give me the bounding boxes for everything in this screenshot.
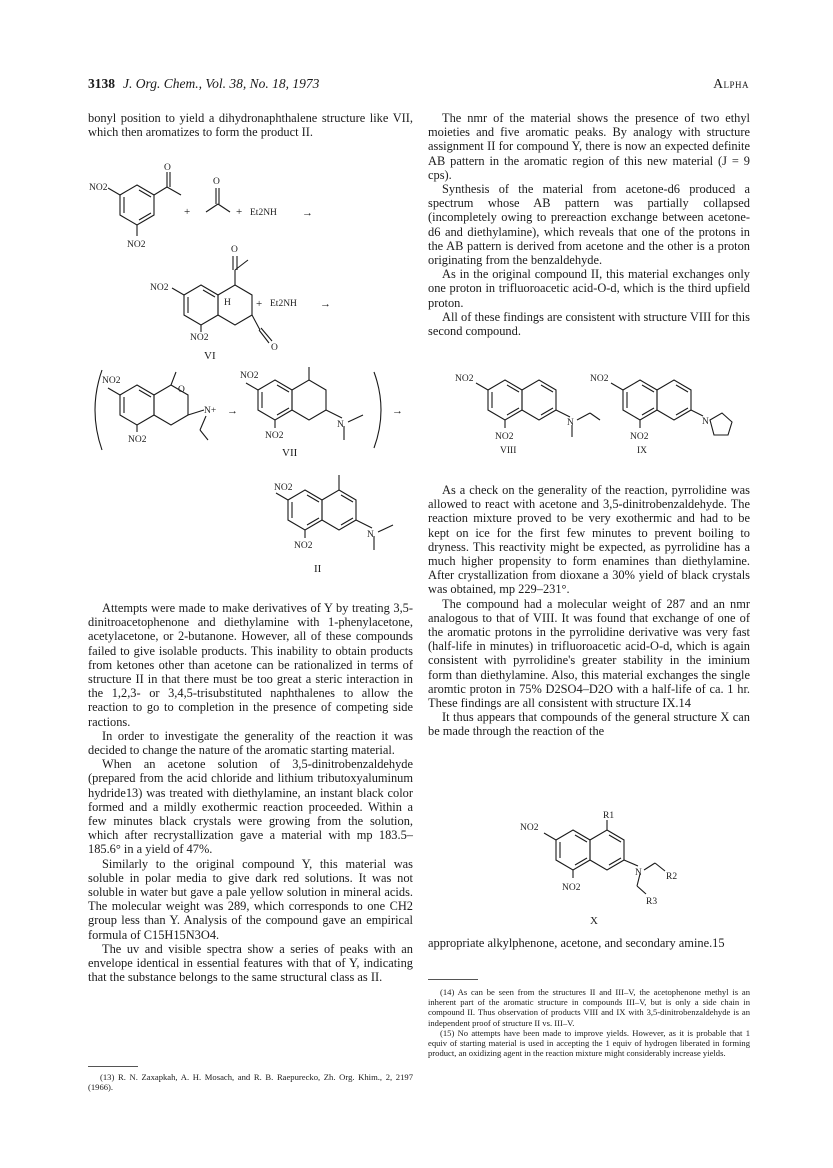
acetone-structure [206, 177, 230, 212]
nitro-label: NO2 [590, 374, 609, 384]
nitro-label: NO2 [274, 483, 293, 493]
nitrogen-label: N [702, 417, 709, 427]
paragraph: It thus appears that compounds of the general structure X can be made through the reaction of the [428, 710, 750, 739]
nitro-label: NO2 [455, 374, 474, 384]
compound-label-vii: VII [282, 447, 298, 459]
paragraph: Similarly to the original compound Y, this material was soluble in polar media to give dark red solutions. It was not soluble in water but gave a pale yellow solution in mineral acids. The molecular weight was 289, which corresponds to one CH2 group less than Y. Analysis of the compound gave an empirical formula of C15H15N3O4. [88, 856, 413, 942]
nitro-label: NO2 [520, 823, 539, 833]
nitro-label: NO2 [495, 432, 514, 442]
dinitroacetophenone-structure [89, 163, 181, 250]
compound-label-viii: VIII [500, 446, 517, 456]
carbonyl-oxygen-label: O [271, 343, 278, 353]
nitrogen-label: N [635, 868, 642, 878]
nitrogen-label: N [567, 418, 574, 428]
structure-ix [590, 374, 732, 456]
carbonyl-oxygen-label: O [164, 163, 171, 173]
nitro-label: NO2 [294, 541, 313, 551]
right-footnotes [428, 987, 750, 1058]
journal-citation: J. Org. Chem., Vol. 38, No. 18, 1973 [123, 76, 320, 91]
nitro-label: NO2 [89, 183, 108, 193]
paragraph: bonyl position to yield a dihydronaphthalene structure like VII, which then aromatizes to form the product II. [88, 111, 413, 140]
nitro-label: NO2 [190, 333, 209, 343]
r2-label: R2 [666, 872, 678, 882]
nitro-label: NO2 [562, 883, 581, 893]
hydrogen-label: H [224, 298, 231, 308]
left-footnotes [88, 1072, 413, 1092]
nitro-label: NO2 [102, 376, 121, 386]
structures-viii-ix [440, 365, 740, 475]
compound-label-ii: II [314, 563, 322, 575]
paragraph: The uv and visible spectra show a series of peaks with an envelope identical in essential features with that of Y, indicating that the substance belongs to the same structural class as II. [88, 941, 413, 985]
r3-label: R3 [646, 897, 658, 907]
diethylamine-label: Et2NH [250, 208, 277, 218]
right-column-end [428, 936, 750, 950]
dihydronaphthalene-vii-structure [240, 367, 381, 448]
nitro-label: NO2 [240, 371, 259, 381]
iminium-intermediate-structure [95, 370, 216, 450]
paragraph: Attempts were made to make derivatives of Y by treating 3,5-dinitroacetophenone and diethylamine with 1-phenylacetone, acetylacetone, or 2-butanone. However, all of these compounds failed to give isolable products. This inability to obtain products from ketones other than acetone can be rationalized in terms of structure II in that there must be too great a steric interaction in the 1,2,3- or 3,4,5-trisubstituted naphthalenes to allow the reaction to go to completion in the presence of competing side ractions. [88, 601, 413, 729]
running-header-left [88, 76, 319, 92]
general-structure-x [510, 808, 710, 930]
nitro-label: NO2 [150, 283, 169, 293]
footnote-15: (15) No attempts have been made to improve yields. However, as it is probable that 1 equiv of starting material is used in accepting the 1 equiv of hydrogen liberated in forming product, an oxidizing agent in the reaction mixture might considerably increase yields. [428, 1027, 750, 1059]
carbonyl-oxygen-label: O [178, 385, 185, 395]
paragraph: Synthesis of the material from acetone-d6 produced a spectrum whose AB pattern was partially collapsed (incompletely owing to prereaction exchange between acetone-d6 and diethylamine), which reveals that one of the protons in the AB pattern is derived from acetone and the other is a proton originating from the benzaldehyde. [428, 182, 750, 268]
paragraph: As a check on the generality of the reaction, pyrrolidine was allowed to react with acetone and 3,5-dinitrobenzaldehyde. The reaction mixture proved to be very exothermic and had to be kept on ice for the first few minutes to prevent boiling to dryness. This reactivity might be expected, as pyrrolidine has a much higher propensity to form enamines than diethylamine. After crystallization from dioxane a 30% yield of black crystals was obtained, mp 229–231°. [428, 483, 750, 597]
left-column-intro [88, 111, 413, 139]
plus-sign: + [236, 206, 243, 218]
carbonyl-oxygen-label: O [231, 245, 238, 255]
plus-sign: + [184, 206, 191, 218]
reaction-arrow: → [320, 298, 331, 310]
compound-label-ix: IX [637, 446, 648, 456]
structure-viii [455, 374, 600, 456]
reaction-arrow: → [392, 405, 403, 417]
paragraph: When an acetone solution of 3,5-dinitrobenzaldehyde (prepared from the acid chloride and lithium tributoxyaluminum hydride13) was treated with diethylamine, an instant black color formed and a mildly exothermic reaction proceeded. Within a few minutes black crystals were growing from the solution, which after recrystallization gave a material with mp 183.5–185.6° in a yield of 47%. [88, 757, 413, 857]
iminium-nitrogen-label: N+ [204, 406, 217, 416]
reaction-arrow: → [227, 405, 238, 417]
r1-label: R1 [603, 811, 615, 821]
nitrogen-label: N [337, 420, 344, 430]
paragraph: All of these findings are consistent with structure VIII for this second compound. [428, 309, 750, 339]
paragraph: appropriate alkylphenone, acetone, and secondary amine.15 [428, 936, 725, 950]
footnote-14: (14) As can be seen from the structures II and III–V, the acetophenone methyl is an inherent part of the aromatic structure in compounds III–V, but is only a side chain in compound II. Thus observation of products VIII and IX with 3,5-dinitrobenzaldehyde is an independent proof of structure II vs. III–V. [428, 987, 750, 1028]
right-column-middle [428, 483, 750, 739]
nitro-label: NO2 [127, 240, 146, 250]
footnote-13: (13) R. N. Zaxapkah, A. H. Mosach, and R. B. Raepurecko, Zh. Org. Khim., 2, 2197 (1966). [88, 1072, 413, 1093]
running-header-author: Alpha [713, 76, 749, 91]
reaction-arrow: → [302, 207, 313, 219]
compound-label-x: X [590, 915, 598, 927]
diethylamine-label: Et2NH [270, 299, 297, 309]
carbonyl-oxygen-label: O [213, 177, 220, 187]
right-column-top [428, 111, 750, 338]
footnote-rule [428, 979, 478, 980]
nitro-label: NO2 [265, 431, 284, 441]
paragraph: The nmr of the material shows the presence of two ethyl moieties and five aromatic peaks. By analogy with structure assignment II for compound Y, there is now an expected definite AB pattern in the aromatic region of this new material (J = 9 cps). [428, 111, 750, 182]
naphthalene-ii-structure [274, 475, 393, 551]
left-column-body [88, 601, 413, 984]
compound-label-vi: VI [204, 350, 216, 362]
paragraph: In order to investigate the generality of the reaction it was decided to change the nature of the aromatic starting material. [88, 728, 413, 758]
nitrogen-label: N [367, 530, 374, 540]
reaction-scheme [80, 160, 420, 600]
nitro-label: NO2 [128, 435, 147, 445]
plus-sign: + [256, 298, 263, 310]
page-number: 3138 [88, 76, 115, 91]
paragraph: As in the original compound II, this material exchanges only one proton in trifluoroacetic acid-O-d, which is the third upfield proton. [428, 267, 750, 310]
paragraph: The compound had a molecular weight of 287 and an nmr analogous to that of VIII. It was found that exchange of one of the aromatic protons in the pyrrolidine derivative was very fast (half-life in minutes) in trifluoroacetic acid-O-d, which is again consistent with pyrrolidine's greater stability in the iminium form than diethylamine. Also, this material exchanges the single aromtic proton in 75% D2SO4–D2O with a half-life of ca. 1 hr. These findings are all consistent with structure IX.14 [428, 596, 750, 711]
footnote-rule [88, 1066, 138, 1067]
nitro-label: NO2 [630, 432, 649, 442]
